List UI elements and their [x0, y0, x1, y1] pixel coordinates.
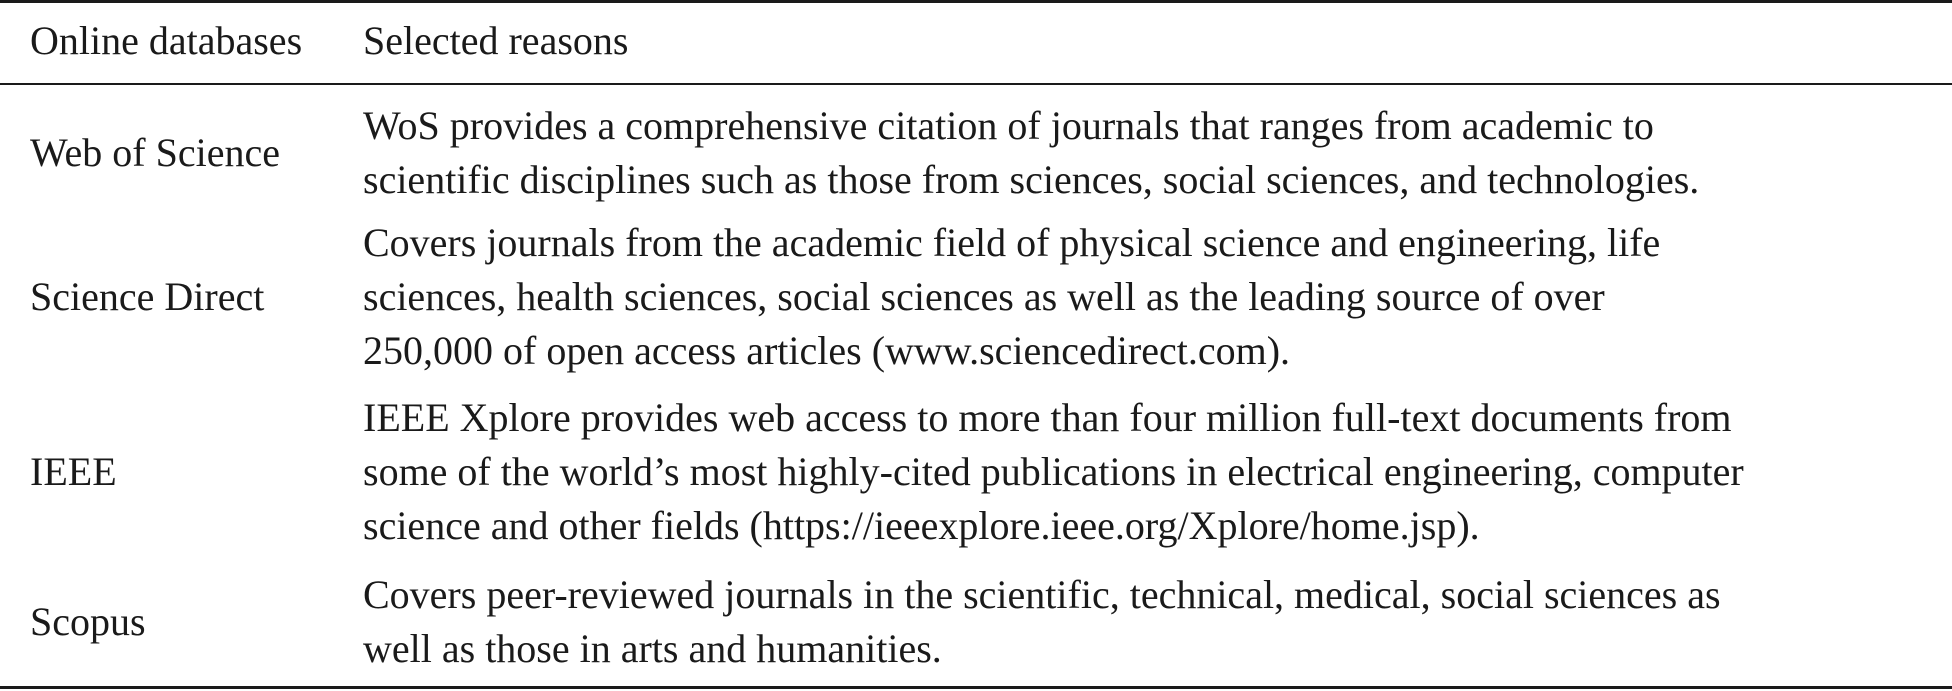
reason-line: scientific disciplines such as those from sciences, social sciences, and technologies. — [363, 157, 1700, 202]
reason-line: Covers journals from the academic field of physical science and engineering, life — [363, 220, 1661, 265]
table-header-row — [0, 0, 1952, 83]
table-row — [0, 99, 1952, 207]
table-row — [0, 216, 1952, 378]
database-name-cell: Web of Science — [30, 130, 280, 175]
reason-line: WoS provides a comprehensive citation of journals that ranges from academic to — [363, 103, 1654, 148]
reason-line: Covers peer-reviewed journals in the scientific, technical, medical, social sciences as — [363, 572, 1721, 617]
table-bottom-rule — [0, 686, 1952, 689]
reason-line: some of the world’s most highly-cited publications in electrical engineering, computer — [363, 449, 1744, 494]
reason-cell — [363, 568, 1933, 676]
database-name-cell: IEEE — [30, 449, 117, 494]
header-selected-reasons: Selected reasons — [363, 18, 629, 63]
reason-cell — [363, 99, 1933, 207]
header-online-databases: Online databases — [30, 18, 303, 63]
reason-line: 250,000 of open access articles (www.sciencedirect.com). — [363, 328, 1291, 373]
reason-line: science and other fields (https://ieeexplore.ieee.org/Xplore/home.jsp). — [363, 503, 1480, 548]
reason-line: IEEE Xplore provides web access to more than four million full-text documents from — [363, 395, 1732, 440]
table-row — [0, 391, 1952, 553]
reason-cell — [363, 391, 1933, 553]
table-header-rule — [0, 83, 1952, 85]
database-name-cell: Science Direct — [30, 274, 265, 319]
table-row — [0, 568, 1952, 676]
reason-line: sciences, health sciences, social sciences as well as the leading source of over — [363, 274, 1605, 319]
reason-line: well as those in arts and humanities. — [363, 626, 942, 671]
database-name-cell: Scopus — [30, 599, 146, 644]
reason-cell — [363, 216, 1933, 378]
